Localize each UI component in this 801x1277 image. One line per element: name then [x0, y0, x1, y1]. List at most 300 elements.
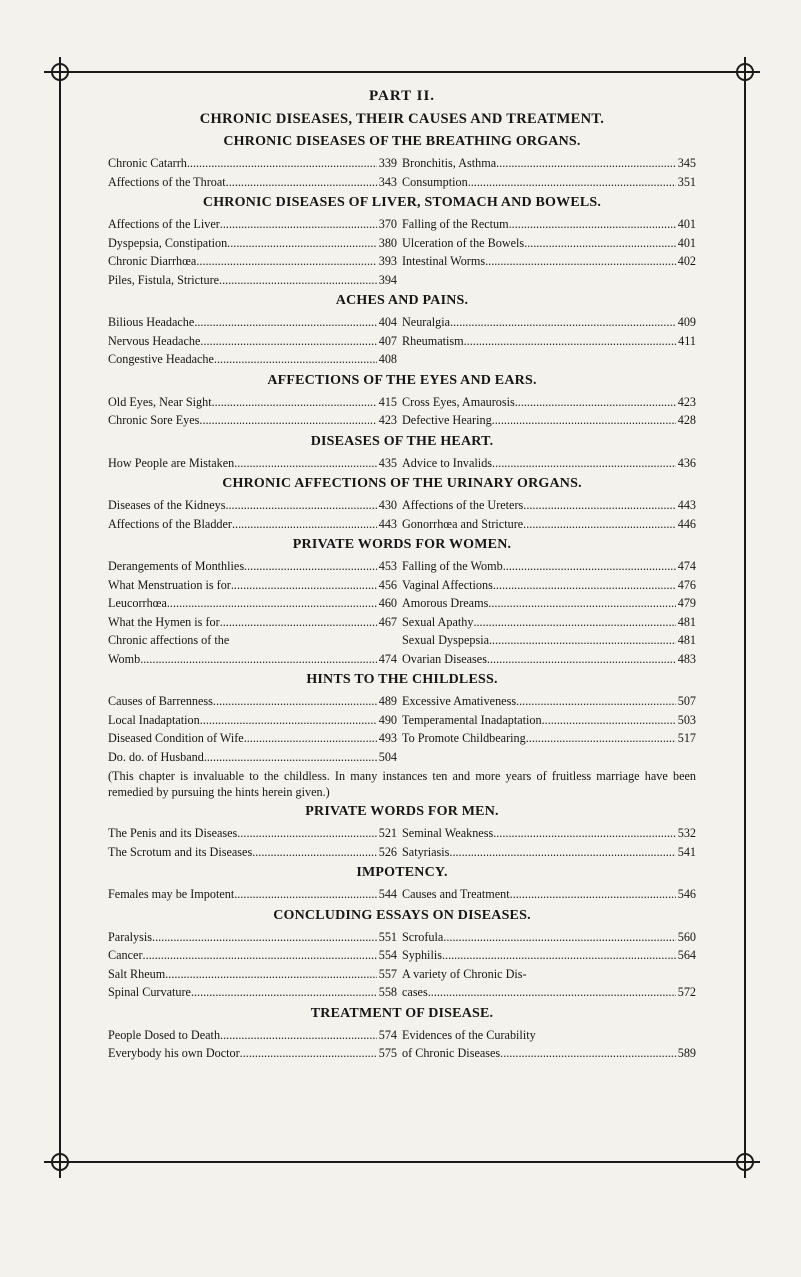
page-number: 407 — [378, 333, 397, 348]
entry-title: Bronchitis, Asthma — [402, 156, 497, 170]
page-number: 393 — [378, 254, 397, 268]
page-number: 474 — [378, 651, 397, 666]
leader-dots — [226, 173, 377, 192]
contents-row — [108, 965, 696, 984]
contents-entry — [108, 411, 402, 430]
leader-dots — [234, 454, 376, 473]
page-number: 408 — [378, 352, 397, 366]
entry-title: Dyspepsia, Constipation — [108, 235, 228, 250]
entry-title: Scrofula — [402, 929, 444, 944]
corner-ornament-icon — [45, 57, 75, 87]
entry-title: Cancer — [108, 948, 143, 962]
page-number: 443 — [378, 516, 397, 531]
page-number: 415 — [378, 394, 397, 409]
contents-entry — [402, 234, 696, 253]
page-number: 503 — [677, 712, 696, 727]
entry-title: cases — [402, 985, 428, 999]
page-number: 476 — [677, 577, 696, 592]
contents-entry — [402, 1044, 696, 1063]
contents-entry — [108, 983, 402, 1002]
page-number: 560 — [677, 929, 696, 944]
page-number: 575 — [378, 1046, 397, 1060]
leader-dots — [232, 515, 377, 534]
entry-title: Derangements of Monthlies. — [108, 559, 248, 573]
leader-dots — [191, 983, 377, 1002]
entry-title: Chronic Sore Eyes — [108, 413, 200, 427]
corner-ornament-icon — [730, 1147, 760, 1177]
contents-entry — [108, 252, 402, 271]
contents-entry — [402, 271, 696, 290]
contents-row — [108, 332, 696, 351]
page-number: 409 — [677, 315, 696, 329]
leader-dots — [200, 711, 377, 730]
contents-entry — [402, 154, 696, 173]
page-number: 394 — [378, 272, 397, 287]
page-number: 493 — [378, 731, 397, 745]
entry-title: Temperamental Inadaptation — [402, 712, 542, 727]
contents-row — [108, 631, 696, 650]
entry-title: Rheumatism — [402, 333, 464, 348]
leader-dots — [493, 824, 676, 843]
entry-title: Old Eyes, Near Sight — [108, 394, 212, 409]
contents-entry — [402, 594, 696, 613]
entry-title: Chronic affections of the — [108, 633, 230, 647]
contents-row — [108, 496, 696, 515]
page-number: 423 — [378, 413, 397, 427]
entry-title: Falling of the Rectum — [402, 217, 509, 231]
contents-entry — [108, 515, 402, 534]
entry-title: Paralysis — [108, 929, 153, 944]
contents-entry — [108, 946, 402, 965]
page-number: 351 — [677, 174, 696, 189]
leader-dots — [220, 215, 377, 234]
page-number: 428 — [677, 413, 696, 427]
contents-row — [108, 1026, 696, 1045]
contents-row — [108, 215, 696, 234]
contents-entry — [402, 350, 696, 369]
entry-title: Womb — [108, 651, 141, 666]
entry-title: Ulceration of the Bowels — [402, 235, 525, 250]
contents-entry — [402, 1026, 696, 1045]
entry-title: Salt Rheum — [108, 966, 166, 981]
entry-title: Females may be Impotent — [108, 887, 235, 901]
contents-entry — [402, 332, 696, 351]
page-number: 521 — [378, 826, 397, 840]
contents-row — [108, 885, 696, 904]
page-number: 370 — [378, 217, 397, 231]
contents-sections — [108, 134, 696, 1063]
page-number: 401 — [677, 235, 696, 250]
leader-dots — [488, 594, 675, 613]
entry-title: Affections of the Throat — [108, 174, 226, 189]
leader-dots — [213, 692, 377, 711]
entry-title: Chronic Catarrh — [108, 156, 187, 170]
entry-title: Do. do. of Husband — [108, 749, 204, 764]
leader-dots — [500, 1044, 676, 1063]
page-number: 423 — [677, 394, 696, 409]
contents-entry — [108, 271, 402, 290]
entry-title: Local Inadaptation — [108, 712, 200, 727]
section-heading: PRIVATE WORDS FOR WOMEN. — [292, 537, 512, 552]
page-number: 339 — [378, 156, 397, 170]
bottom-border-rule — [44, 1161, 760, 1163]
leader-dots — [165, 965, 377, 984]
page-number: 564 — [677, 948, 696, 962]
contents-entry — [402, 173, 696, 192]
contents-entry — [402, 692, 696, 711]
contents-entry — [402, 650, 696, 669]
contents-entry — [108, 454, 402, 473]
entry-title: Nervous Headache — [108, 333, 201, 348]
leader-dots — [510, 885, 676, 904]
contents-entry — [108, 692, 402, 711]
page-number: 483 — [677, 651, 696, 666]
leader-dots — [240, 824, 376, 843]
entry-title: Affections of the Ureters — [402, 498, 524, 512]
leader-dots — [252, 843, 377, 862]
contents-entry — [402, 928, 696, 947]
page-number: 435 — [378, 455, 397, 470]
contents-entry — [402, 946, 696, 965]
leader-dots — [493, 576, 676, 595]
leader-dots — [492, 454, 676, 473]
entry-title: Ovarian Diseases — [402, 651, 487, 666]
section-heading: HINTS TO THE CHILDLESS. — [306, 672, 498, 687]
entry-title: The Scrotum and its Diseases — [108, 844, 253, 859]
contents-row — [108, 313, 696, 332]
leader-dots — [496, 154, 676, 173]
contents-row — [108, 1044, 696, 1063]
contents-row — [108, 454, 696, 473]
contents-entry — [108, 393, 402, 412]
entry-title: Advice to Invalids — [402, 455, 493, 470]
leader-dots — [240, 1044, 377, 1063]
section-heading: CHRONIC DISEASES OF THE BREATHING ORGANS. — [223, 134, 581, 149]
contents-entry — [108, 215, 402, 234]
page-number: 402 — [677, 254, 696, 268]
entry-title: Neuralgia — [402, 315, 451, 329]
section-heading: AFFECTIONS OF THE EYES AND EARS. — [267, 372, 537, 388]
leader-dots — [428, 983, 676, 1002]
leader-dots — [487, 650, 676, 669]
contents-row — [108, 234, 696, 253]
page-number: 467 — [378, 614, 397, 629]
leader-dots — [225, 496, 376, 515]
leader-dots — [140, 650, 377, 669]
contents-entry — [402, 711, 696, 730]
contents-entry — [108, 173, 402, 192]
contents-row — [108, 748, 696, 767]
leader-dots — [200, 332, 376, 351]
contents-entry — [108, 711, 402, 730]
contents-entry — [402, 411, 696, 430]
entry-title: Evidences of the Curability — [402, 1027, 536, 1042]
contents-row — [108, 515, 696, 534]
page-number: 345 — [677, 156, 696, 170]
contents-entry — [402, 252, 696, 271]
entry-title: What Menstruation is for — [108, 577, 231, 592]
top-border-rule — [44, 71, 760, 73]
entry-title: Intestinal Worms — [402, 254, 486, 268]
contents-entry — [108, 748, 402, 767]
leader-dots — [503, 557, 676, 576]
contents-row — [108, 729, 696, 748]
contents-row — [108, 928, 696, 947]
page-number: 541 — [677, 844, 696, 859]
page-number: 507 — [677, 694, 696, 708]
leader-dots — [509, 215, 676, 234]
page-number: 479 — [677, 596, 696, 610]
page-number: 443 — [677, 498, 696, 512]
entry-title: Everybody his own Doctor — [108, 1046, 240, 1060]
page-number: 589 — [677, 1046, 696, 1060]
contents-entry — [108, 631, 402, 650]
contents-entry — [108, 928, 402, 947]
entry-title: Bilious Headache — [108, 315, 195, 329]
page-number: 481 — [677, 633, 696, 647]
table-of-contents — [108, 88, 696, 1063]
contents-entry — [402, 631, 696, 650]
entry-title: Affections of the Bladder — [108, 516, 232, 531]
section-heading: IMPOTENCY. — [356, 865, 448, 880]
contents-entry — [108, 594, 402, 613]
entry-title: of Chronic Diseases — [402, 1046, 501, 1060]
contents-entry — [108, 965, 402, 984]
page-number: 558 — [378, 985, 397, 999]
leader-dots — [220, 1026, 377, 1045]
leader-dots — [234, 885, 376, 904]
contents-entry — [402, 496, 696, 515]
contents-entry — [402, 215, 696, 234]
entry-title: How People are Mistaken — [108, 455, 235, 470]
page-number: 430 — [378, 498, 397, 512]
right-border-rule — [744, 60, 746, 1178]
contents-row — [108, 650, 696, 669]
contents-row — [108, 843, 696, 862]
entry-title: What the Hymen is for — [108, 614, 220, 629]
entry-title: A variety of Chronic Dis- — [402, 966, 527, 981]
leader-dots — [194, 313, 376, 332]
leader-dots — [199, 411, 376, 430]
leader-dots — [214, 350, 377, 369]
page-number: 453 — [378, 559, 397, 573]
contents-row — [108, 594, 696, 613]
contents-entry — [108, 576, 402, 595]
contents-entry — [402, 515, 696, 534]
left-border-rule — [59, 60, 61, 1178]
leader-dots — [450, 313, 676, 332]
page-number: 436 — [677, 455, 696, 470]
page-number: 401 — [677, 217, 696, 231]
leader-dots — [449, 843, 675, 862]
entry-title: Satyriasis — [402, 844, 450, 859]
page-number: 474 — [677, 559, 696, 573]
entry-title: Vaginal Affections — [402, 577, 493, 592]
section-heading: CHRONIC DISEASES OF LIVER, STOMACH AND BOWELS. — [202, 195, 602, 210]
leader-dots — [212, 393, 377, 412]
leader-dots — [231, 576, 377, 595]
entry-title: Defective Hearing — [402, 413, 492, 427]
contents-entry — [108, 729, 402, 748]
contents-entry — [108, 350, 402, 369]
contents-row — [108, 613, 696, 632]
contents-entry — [108, 1044, 402, 1063]
section-note: (This chapter is invaluable to the childless. In many instances ten and more years of fruitless marriage have been remedied by pursuing the hints herein given.) — [108, 769, 696, 799]
entry-title: Piles, Fistula, Stricture — [108, 272, 220, 287]
leader-dots — [473, 613, 675, 632]
leader-dots — [219, 271, 377, 290]
contents-entry — [108, 613, 402, 632]
entry-title: Causes of Barrenness — [108, 694, 213, 708]
page-number: 544 — [378, 887, 397, 901]
contents-entry — [402, 729, 696, 748]
leader-dots — [526, 729, 676, 748]
page-number: 343 — [378, 174, 397, 189]
section-heading: PRIVATE WORDS FOR MEN. — [305, 804, 499, 819]
entry-title: Causes and Treatment — [402, 887, 510, 901]
leader-dots — [152, 928, 377, 947]
leader-dots — [187, 154, 377, 173]
entry-title: Syphilis — [402, 948, 442, 962]
contents-row — [108, 173, 696, 192]
leader-dots — [204, 748, 377, 767]
contents-entry — [108, 843, 402, 862]
contents-entry — [108, 496, 402, 515]
contents-entry — [402, 313, 696, 332]
contents-entry — [402, 843, 696, 862]
contents-row — [108, 711, 696, 730]
contents-row — [108, 252, 696, 271]
page-number: 380 — [378, 235, 397, 250]
leader-dots — [489, 631, 676, 650]
contents-entry — [402, 885, 696, 904]
leader-dots — [468, 173, 676, 192]
leader-dots — [247, 557, 377, 576]
page-number: 574 — [378, 1027, 397, 1042]
page-number: 481 — [677, 614, 696, 629]
entry-title: Excessive Amativeness — [402, 694, 517, 708]
contents-row — [108, 557, 696, 576]
corner-ornament-icon — [45, 1147, 75, 1177]
contents-row — [108, 271, 696, 290]
leader-dots — [443, 928, 675, 947]
leader-dots — [485, 252, 676, 271]
entry-title: Leucorrhœa — [108, 596, 167, 610]
contents-row — [108, 824, 696, 843]
entry-title: Diseased Condition of Wife. — [108, 731, 247, 745]
leader-dots — [516, 692, 676, 711]
leader-dots — [523, 496, 675, 515]
contents-entry — [108, 332, 402, 351]
contents-row — [108, 411, 696, 430]
page-number: 554 — [378, 948, 397, 962]
page-number: 532 — [677, 826, 696, 840]
entry-title: Congestive Headache — [108, 352, 214, 366]
contents-entry — [108, 824, 402, 843]
contents-row — [108, 983, 696, 1002]
contents-entry — [108, 154, 402, 173]
leader-dots — [464, 332, 677, 351]
contents-entry — [108, 1026, 402, 1045]
entry-title: Consumption — [402, 174, 468, 189]
page-number: 572 — [677, 985, 696, 999]
section-heading: CHRONIC AFFECTIONS OF THE URINARY ORGANS. — [222, 476, 582, 491]
contents-row — [108, 576, 696, 595]
contents-entry — [108, 650, 402, 669]
contents-row — [108, 154, 696, 173]
entry-title: Amorous Dreams — [402, 596, 489, 610]
contents-row — [108, 692, 696, 711]
contents-row — [108, 350, 696, 369]
entry-title: Spinal Curvature — [108, 985, 191, 999]
contents-entry — [402, 393, 696, 412]
contents-entry — [402, 576, 696, 595]
leader-dots — [524, 234, 676, 253]
section-heading: CONCLUDING ESSAYS ON DISEASES. — [273, 907, 531, 923]
leader-dots — [220, 613, 377, 632]
contents-row — [108, 393, 696, 412]
page-number: 456 — [378, 577, 397, 592]
contents-entry — [108, 885, 402, 904]
entry-title: Diseases of the Kidneys — [108, 498, 226, 512]
contents-entry — [402, 965, 696, 984]
contents-entry — [108, 557, 402, 576]
leader-dots — [247, 729, 377, 748]
contents-entry — [402, 613, 696, 632]
entry-title: Seminal Weakness — [402, 826, 494, 840]
contents-entry — [108, 313, 402, 332]
section-heading: DISEASES OF THE HEART. — [310, 433, 494, 449]
entry-title: Cross Eyes, Amaurosis — [402, 394, 515, 409]
leader-dots — [492, 411, 676, 430]
page-title: CHRONIC DISEASES, THEIR CAUSES AND TREATMENT. — [199, 111, 605, 127]
leader-dots — [227, 234, 377, 253]
page-number: 526 — [378, 844, 397, 859]
contents-entry — [402, 824, 696, 843]
part-heading: PART II. — [368, 88, 436, 104]
page-number: 490 — [378, 712, 397, 727]
page-number: 551 — [378, 929, 397, 944]
contents-row — [108, 946, 696, 965]
contents-entry — [402, 454, 696, 473]
entry-title: Sexual Apathy — [402, 614, 474, 629]
leader-dots — [143, 946, 377, 965]
page-number: 411 — [678, 333, 696, 348]
page-number: 489 — [378, 694, 397, 708]
page-number: 404 — [378, 315, 397, 329]
section-heading: ACHES AND PAINS. — [335, 293, 469, 308]
entry-title: Affections of the Liver — [108, 217, 220, 231]
entry-title: Gonorrhœa and Stricture — [402, 516, 524, 531]
leader-dots — [442, 946, 676, 965]
entry-title: People Dosed to Death — [108, 1027, 221, 1042]
contents-entry — [402, 748, 696, 767]
leader-dots — [167, 594, 377, 613]
leader-dots — [542, 711, 676, 730]
page-number: 460 — [378, 596, 397, 610]
entry-title: Chronic Diarrhœa — [108, 254, 197, 268]
page-number: 517 — [677, 731, 696, 745]
corner-ornament-icon — [730, 57, 760, 87]
page-number: 546 — [677, 887, 696, 901]
leader-dots — [515, 393, 676, 412]
entry-title: To Promote Childbearing — [402, 731, 526, 745]
section-heading: TREATMENT OF DISEASE. — [310, 1005, 494, 1021]
leader-dots — [196, 252, 376, 271]
page-number: 557 — [378, 966, 397, 981]
page-number: 504 — [378, 749, 397, 764]
entry-title: The Penis and its Diseases. — [108, 826, 241, 840]
